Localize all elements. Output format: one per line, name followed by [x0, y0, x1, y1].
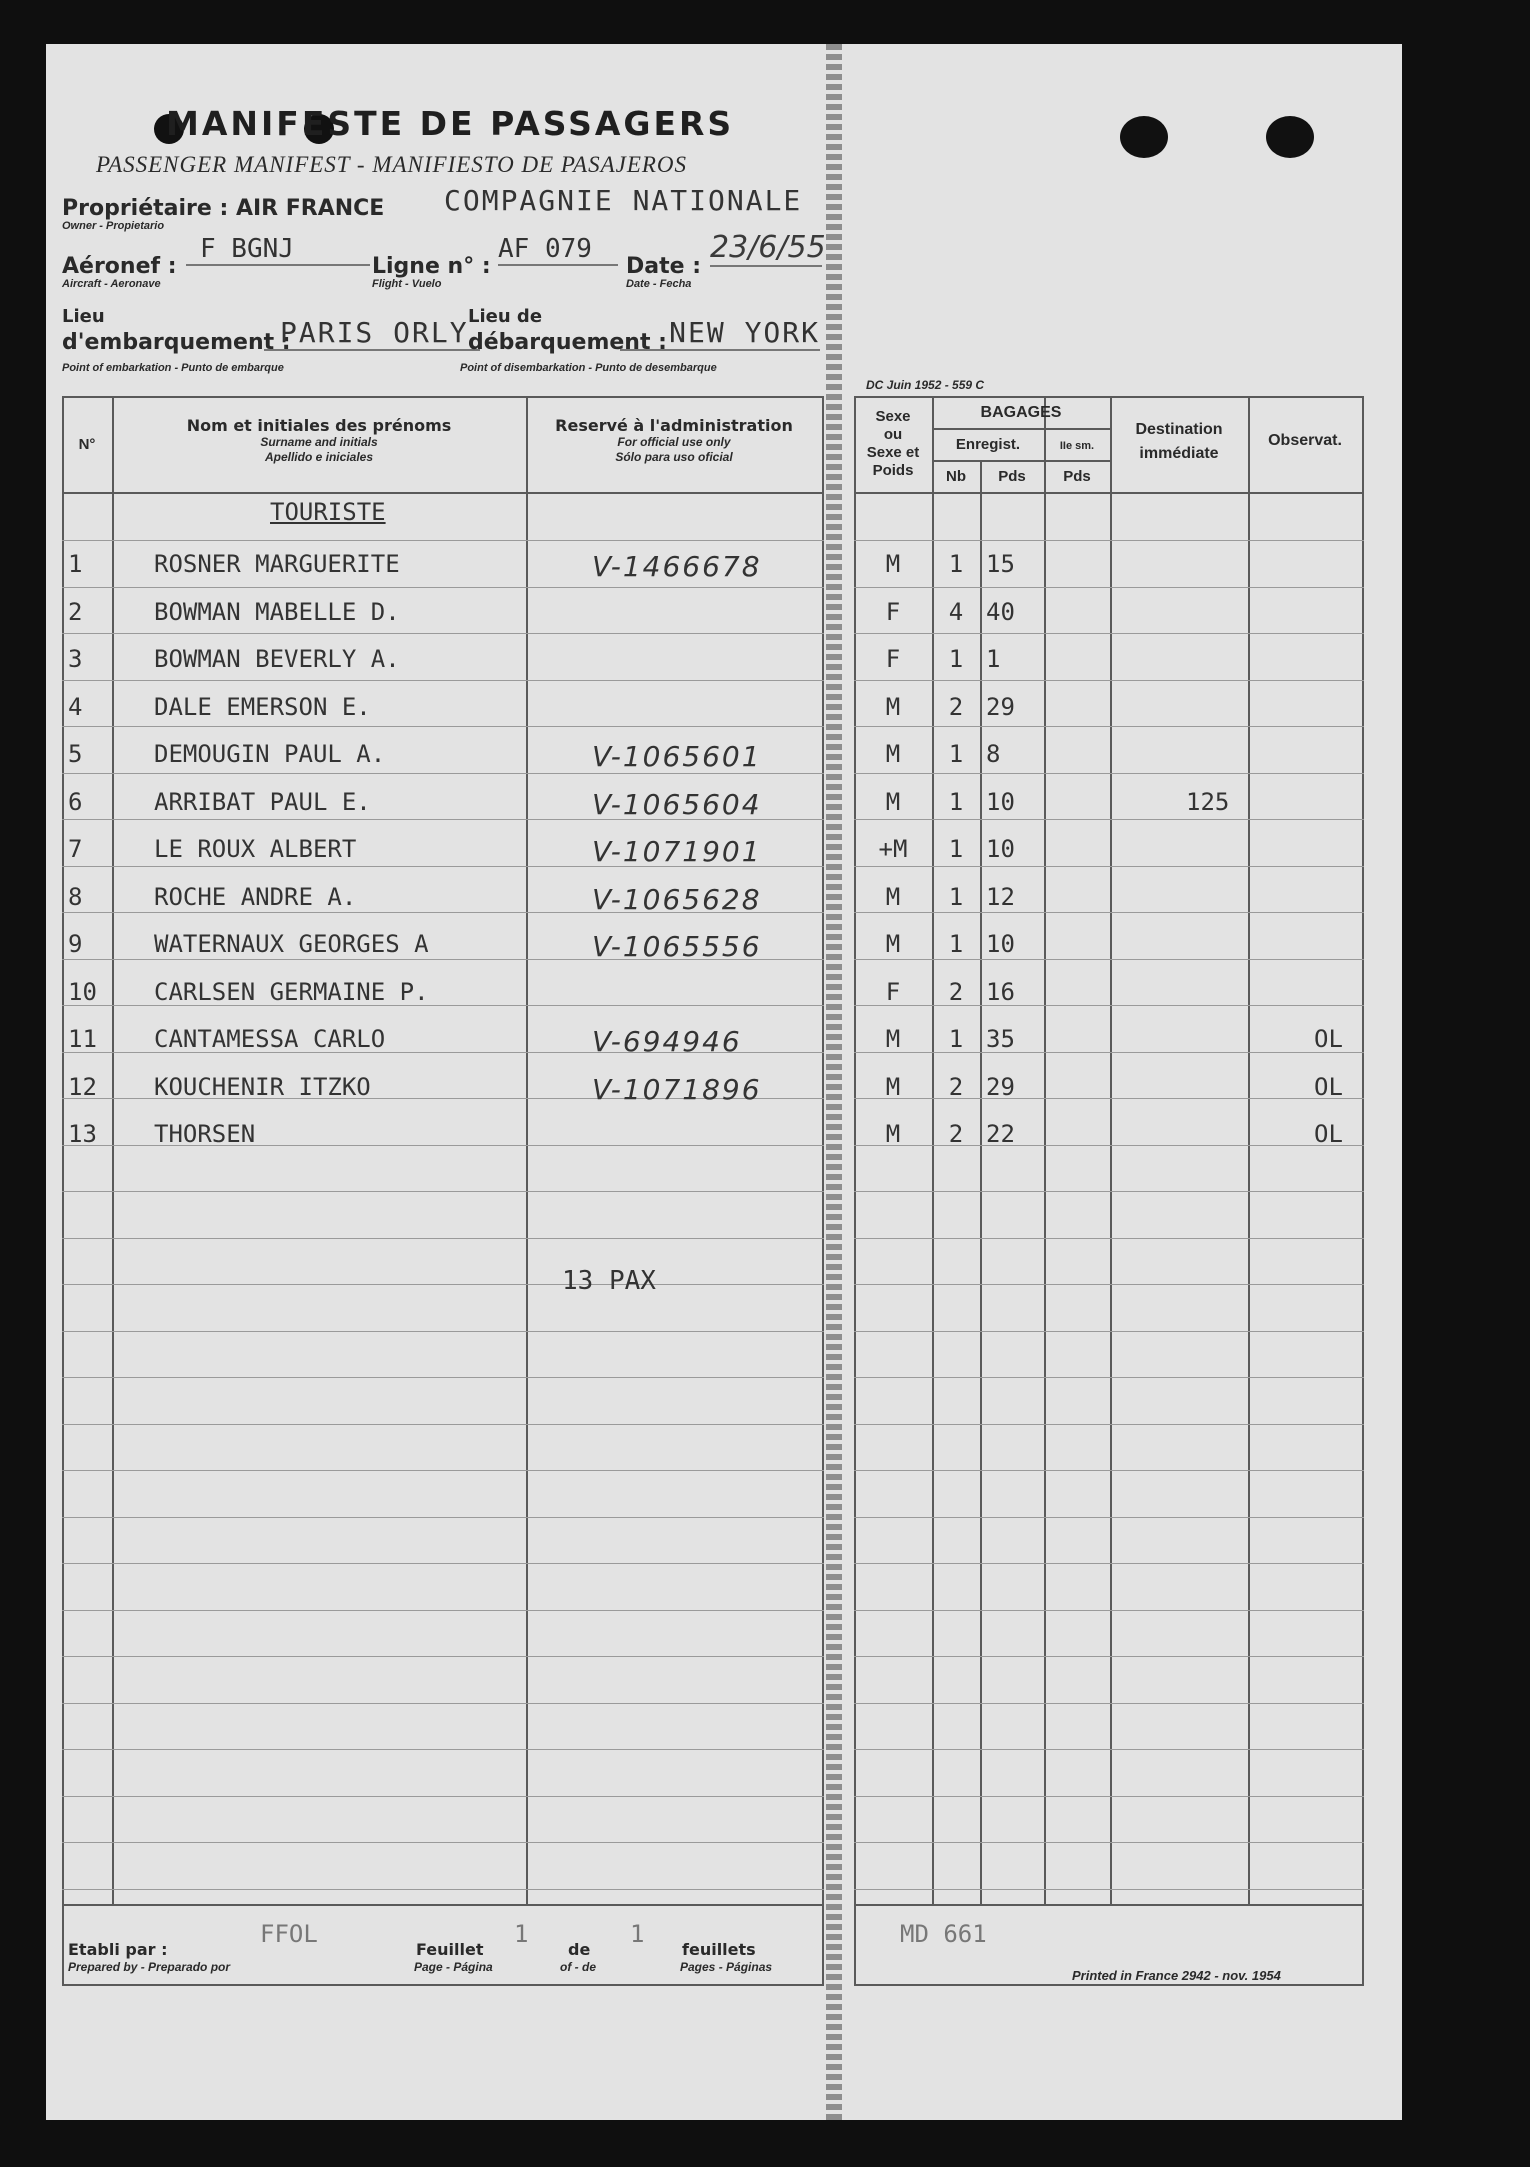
col-header-admin-sub2: Sólo para uso oficial	[615, 450, 733, 464]
row-line	[62, 587, 824, 588]
table-top-line	[854, 396, 1364, 398]
baggage-weight: 12	[986, 883, 1015, 911]
row-line	[62, 1563, 824, 1564]
col-header-pds2: Pds	[1063, 468, 1091, 485]
passenger-name: ARRIBAT PAUL E.	[154, 788, 371, 816]
row-line	[62, 1610, 824, 1611]
passenger-sex: M	[885, 788, 901, 816]
col-header-dest	[1110, 418, 1248, 466]
page-fold	[826, 44, 842, 2120]
passenger-visa: V-694946	[592, 1025, 742, 1058]
passenger-sex: M	[885, 550, 901, 578]
aircraft-sublabel: Aircraft - Aeronave	[62, 278, 161, 290]
passenger-number: 10	[68, 978, 97, 1006]
passenger-name: DALE EMERSON E.	[154, 693, 371, 721]
row-line	[854, 773, 1364, 774]
prepared-sublabel: Prepared by - Preparado por	[68, 1960, 231, 1974]
passenger-name: DEMOUGIN PAUL A.	[154, 740, 386, 768]
row-line	[62, 1796, 824, 1797]
col-line	[1248, 396, 1250, 1904]
baggage-count: 4	[948, 598, 964, 626]
passenger-visa: V-1065601	[592, 740, 762, 773]
passenger-observation: OL	[1314, 1025, 1343, 1053]
col-header-admin-sub1: For official use only	[617, 435, 731, 449]
enregist-line	[932, 460, 1112, 462]
baggage-count: 1	[948, 883, 964, 911]
passenger-visa: V-1466678	[592, 550, 762, 583]
bagages-line	[932, 428, 1112, 430]
passenger-sex: M	[885, 1073, 901, 1101]
col-line	[1044, 396, 1046, 1904]
row-line	[854, 819, 1364, 820]
passenger-sex: +M	[878, 835, 908, 863]
baggage-weight: 35	[986, 1025, 1015, 1053]
row-line	[62, 1889, 824, 1890]
passenger-sex: F	[885, 598, 901, 626]
header-bottom-line	[62, 492, 824, 494]
baggage-weight: 22	[986, 1120, 1015, 1148]
body-bottom-line	[62, 1904, 824, 1906]
passenger-name: BOWMAN MABELLE D.	[154, 598, 400, 626]
col-header-sex-4: Poids	[872, 462, 914, 479]
passenger-number: 2	[68, 598, 83, 626]
col-header-pds: Pds	[998, 468, 1026, 485]
baggage-weight: 8	[986, 740, 1001, 768]
row-line	[854, 540, 1364, 541]
owner-value: COMPAGNIE NATIONALE	[444, 184, 803, 217]
embark-value: PARIS ORLY	[264, 316, 480, 351]
form-code: DC Juin 1952 - 559 C	[866, 378, 985, 392]
punch-hole-right-2	[1266, 116, 1314, 158]
col-line	[980, 460, 982, 1904]
passenger-number: 8	[68, 883, 83, 911]
col-header-bagages: BAGAGES	[980, 404, 1062, 421]
passenger-visa: V-1065604	[592, 788, 762, 821]
col-header-enregist: Enregist.	[955, 436, 1021, 453]
baggage-count: 2	[948, 978, 964, 1006]
row-line	[854, 1424, 1364, 1425]
pages-sublabel: Pages - Páginas	[680, 1960, 773, 1974]
owner-sublabel: Owner - Propietario	[62, 220, 165, 232]
passenger-name: ROCHE ANDRE A.	[154, 883, 357, 911]
section-label: TOURISTE	[270, 498, 386, 526]
row-line	[62, 1842, 824, 1843]
passenger-name: ROSNER MARGUERITE	[154, 550, 400, 578]
passenger-sex: F	[885, 978, 901, 1006]
row-line	[854, 1238, 1364, 1239]
row-line	[854, 1191, 1364, 1192]
col-header-nb: Nb	[946, 468, 966, 485]
row-line	[854, 587, 1364, 588]
col-header-sex	[854, 408, 932, 480]
punch-hole-right-1	[1120, 116, 1168, 158]
passenger-name: KOUCHENIR ITZKO	[154, 1073, 371, 1101]
passenger-sex: M	[885, 740, 901, 768]
baggage-weight: 40	[986, 598, 1015, 626]
row-line	[854, 1703, 1364, 1704]
row-line	[62, 680, 824, 681]
col-header-name	[112, 416, 526, 465]
date-sublabel: Date - Fecha	[626, 278, 692, 290]
row-line	[854, 1889, 1364, 1890]
row-line	[62, 1331, 824, 1332]
prepared-label: Etabli par :	[68, 1940, 168, 1959]
passenger-number: 4	[68, 693, 83, 721]
col-header-admin-main: Reservé à l'administration	[555, 416, 793, 435]
embark-sublabel: Point of embarkation - Punto de embarque	[62, 362, 284, 374]
row-line	[854, 1517, 1364, 1518]
passenger-number: 6	[68, 788, 83, 816]
page-sublabel: Page - Página	[414, 1960, 493, 1974]
baggage-count: 1	[948, 1025, 964, 1053]
page-value: 1	[514, 1920, 529, 1948]
row-line	[854, 1842, 1364, 1843]
printed-in: Printed in France 2942 - nov. 1954	[1072, 1968, 1281, 1983]
of-label: de	[568, 1940, 591, 1959]
passenger-observation: OL	[1314, 1120, 1343, 1148]
row-line	[854, 912, 1364, 913]
baggage-weight: 10	[986, 930, 1015, 958]
owner-label: Propriétaire : AIR FRANCE	[62, 196, 385, 221]
page-label: Feuillet	[416, 1940, 484, 1959]
right-footer-code: MD 661	[900, 1920, 987, 1948]
of-value: 1	[630, 1920, 645, 1948]
footer-bottom-line	[62, 1984, 824, 1986]
baggage-weight: 15	[986, 550, 1015, 578]
passenger-sex: M	[885, 930, 901, 958]
baggage-count: 2	[948, 693, 964, 721]
passenger-number: 12	[68, 1073, 97, 1101]
row-line	[854, 680, 1364, 681]
passenger-number: 9	[68, 930, 83, 958]
passenger-name: CANTAMESSA CARLO	[154, 1025, 386, 1053]
row-line	[62, 1238, 824, 1239]
col-header-admin	[526, 416, 822, 465]
col-line	[112, 396, 114, 1904]
row-line	[62, 1377, 824, 1378]
baggage-weight: 29	[986, 693, 1015, 721]
row-line	[62, 1424, 824, 1425]
passenger-visa: V-1065556	[592, 930, 762, 963]
footer-bottom-line	[854, 1984, 1364, 1986]
passenger-name: THORSEN	[154, 1120, 256, 1148]
row-line	[854, 726, 1364, 727]
row-line	[854, 1563, 1364, 1564]
row-line	[854, 1656, 1364, 1657]
row-line	[62, 726, 824, 727]
passenger-sex: M	[885, 1120, 901, 1148]
passenger-number: 7	[68, 835, 83, 863]
baggage-weight: 10	[986, 788, 1015, 816]
aircraft-value: F BGNJ	[186, 234, 370, 266]
baggage-count: 1	[948, 550, 964, 578]
col-header-sex-1: Sexe	[875, 408, 911, 425]
row-line	[62, 1191, 824, 1192]
manifest-page	[46, 44, 1402, 2120]
page-subtitle: PASSENGER MANIFEST - MANIFIESTO DE PASAJEROS	[96, 152, 688, 177]
col-header-dest-1: Destination	[1135, 421, 1223, 438]
col-header-sex-2: ou	[883, 426, 903, 443]
disembark-label-1: Lieu de	[468, 306, 543, 327]
passenger-sex: M	[885, 883, 901, 911]
row-line	[854, 1377, 1364, 1378]
row-line	[854, 1796, 1364, 1797]
row-line	[854, 959, 1364, 960]
passenger-number: 1	[68, 550, 83, 578]
embark-label-1: Lieu	[62, 306, 105, 327]
disembark-label-2: débarquement :	[468, 330, 667, 355]
passenger-name: BOWMAN BEVERLY A.	[154, 645, 400, 673]
baggage-weight: 29	[986, 1073, 1015, 1101]
baggage-count: 1	[948, 788, 964, 816]
passenger-visa: V-1071901	[592, 835, 762, 868]
pax-total: 13 PAX	[562, 1266, 656, 1296]
col-header-dest-2: immédiate	[1139, 445, 1219, 462]
col-header-name-sub1: Surname and initials	[260, 435, 378, 449]
table-top-line	[62, 396, 824, 398]
passenger-number: 3	[68, 645, 83, 673]
passenger-sex: M	[885, 693, 901, 721]
date-label: Date :	[626, 254, 702, 279]
passenger-name: LE ROUX ALBERT	[154, 835, 357, 863]
row-line	[62, 773, 824, 774]
header-bottom-line	[854, 492, 1364, 494]
row-line	[854, 633, 1364, 634]
passenger-observation: OL	[1314, 1073, 1343, 1101]
baggage-count: 1	[948, 645, 964, 673]
col-line	[1110, 396, 1112, 1904]
page-title: MANIFESTE DE PASSAGERS	[166, 104, 735, 143]
of-sublabel: of - de	[560, 1960, 596, 1974]
passenger-number: 11	[68, 1025, 97, 1053]
prepared-value: FFOL	[260, 1920, 318, 1948]
passenger-visa: V-1065628	[592, 883, 762, 916]
row-line	[62, 1517, 824, 1518]
row-line	[854, 1749, 1364, 1750]
aircraft-label: Aéronef :	[62, 254, 177, 279]
passenger-sex: F	[885, 645, 901, 673]
date-value: 23/6/55	[710, 230, 826, 265]
col-header-name-sub2: Apellido e iniciales	[264, 450, 374, 464]
embark-label-2: d'embarquement :	[62, 330, 291, 355]
baggage-weight: 1	[986, 645, 1001, 673]
flight-value: AF 079	[498, 234, 618, 266]
row-line	[62, 540, 824, 541]
pages-label: feuillets	[682, 1940, 756, 1959]
row-line	[62, 1470, 824, 1471]
baggage-count: 2	[948, 1120, 964, 1148]
baggage-count: 2	[948, 1073, 964, 1101]
disembark-sublabel: Point of disembarkation - Punto de desembarque	[460, 362, 717, 374]
passenger-number: 13	[68, 1120, 97, 1148]
disembark-value: NEW YORK	[620, 316, 820, 351]
baggage-weight: 16	[986, 978, 1015, 1006]
row-line	[62, 1656, 824, 1657]
row-line	[62, 1703, 824, 1704]
row-line	[854, 866, 1364, 867]
col-header-sex-3: Sexe et	[866, 444, 920, 461]
col-header-iie: IIe sm.	[1059, 440, 1095, 452]
passenger-destination: 125	[1186, 788, 1230, 816]
flight-sublabel: Flight - Vuelo	[372, 278, 442, 290]
row-line	[62, 1749, 824, 1750]
col-header-no: N°	[78, 436, 96, 453]
baggage-count: 1	[948, 740, 964, 768]
row-line	[62, 633, 824, 634]
body-bottom-line	[854, 1904, 1364, 1906]
baggage-weight: 10	[986, 835, 1015, 863]
row-line	[854, 1470, 1364, 1471]
passenger-name: WATERNAUX GEORGES A	[154, 930, 429, 958]
row-line	[854, 1331, 1364, 1332]
row-line	[62, 1284, 824, 1285]
row-line	[854, 1284, 1364, 1285]
baggage-count: 1	[948, 835, 964, 863]
passenger-visa: V-1071896	[592, 1073, 762, 1106]
col-line	[526, 396, 528, 1904]
passenger-sex: M	[885, 1025, 901, 1053]
col-header-observ: Observat.	[1268, 432, 1342, 449]
col-header-name-main: Nom et initiales des prénoms	[186, 416, 452, 435]
passenger-name: CARLSEN GERMAINE P.	[154, 978, 429, 1006]
baggage-count: 1	[948, 930, 964, 958]
passenger-number: 5	[68, 740, 83, 768]
row-line	[854, 1610, 1364, 1611]
flight-label: Ligne n° :	[372, 254, 491, 279]
